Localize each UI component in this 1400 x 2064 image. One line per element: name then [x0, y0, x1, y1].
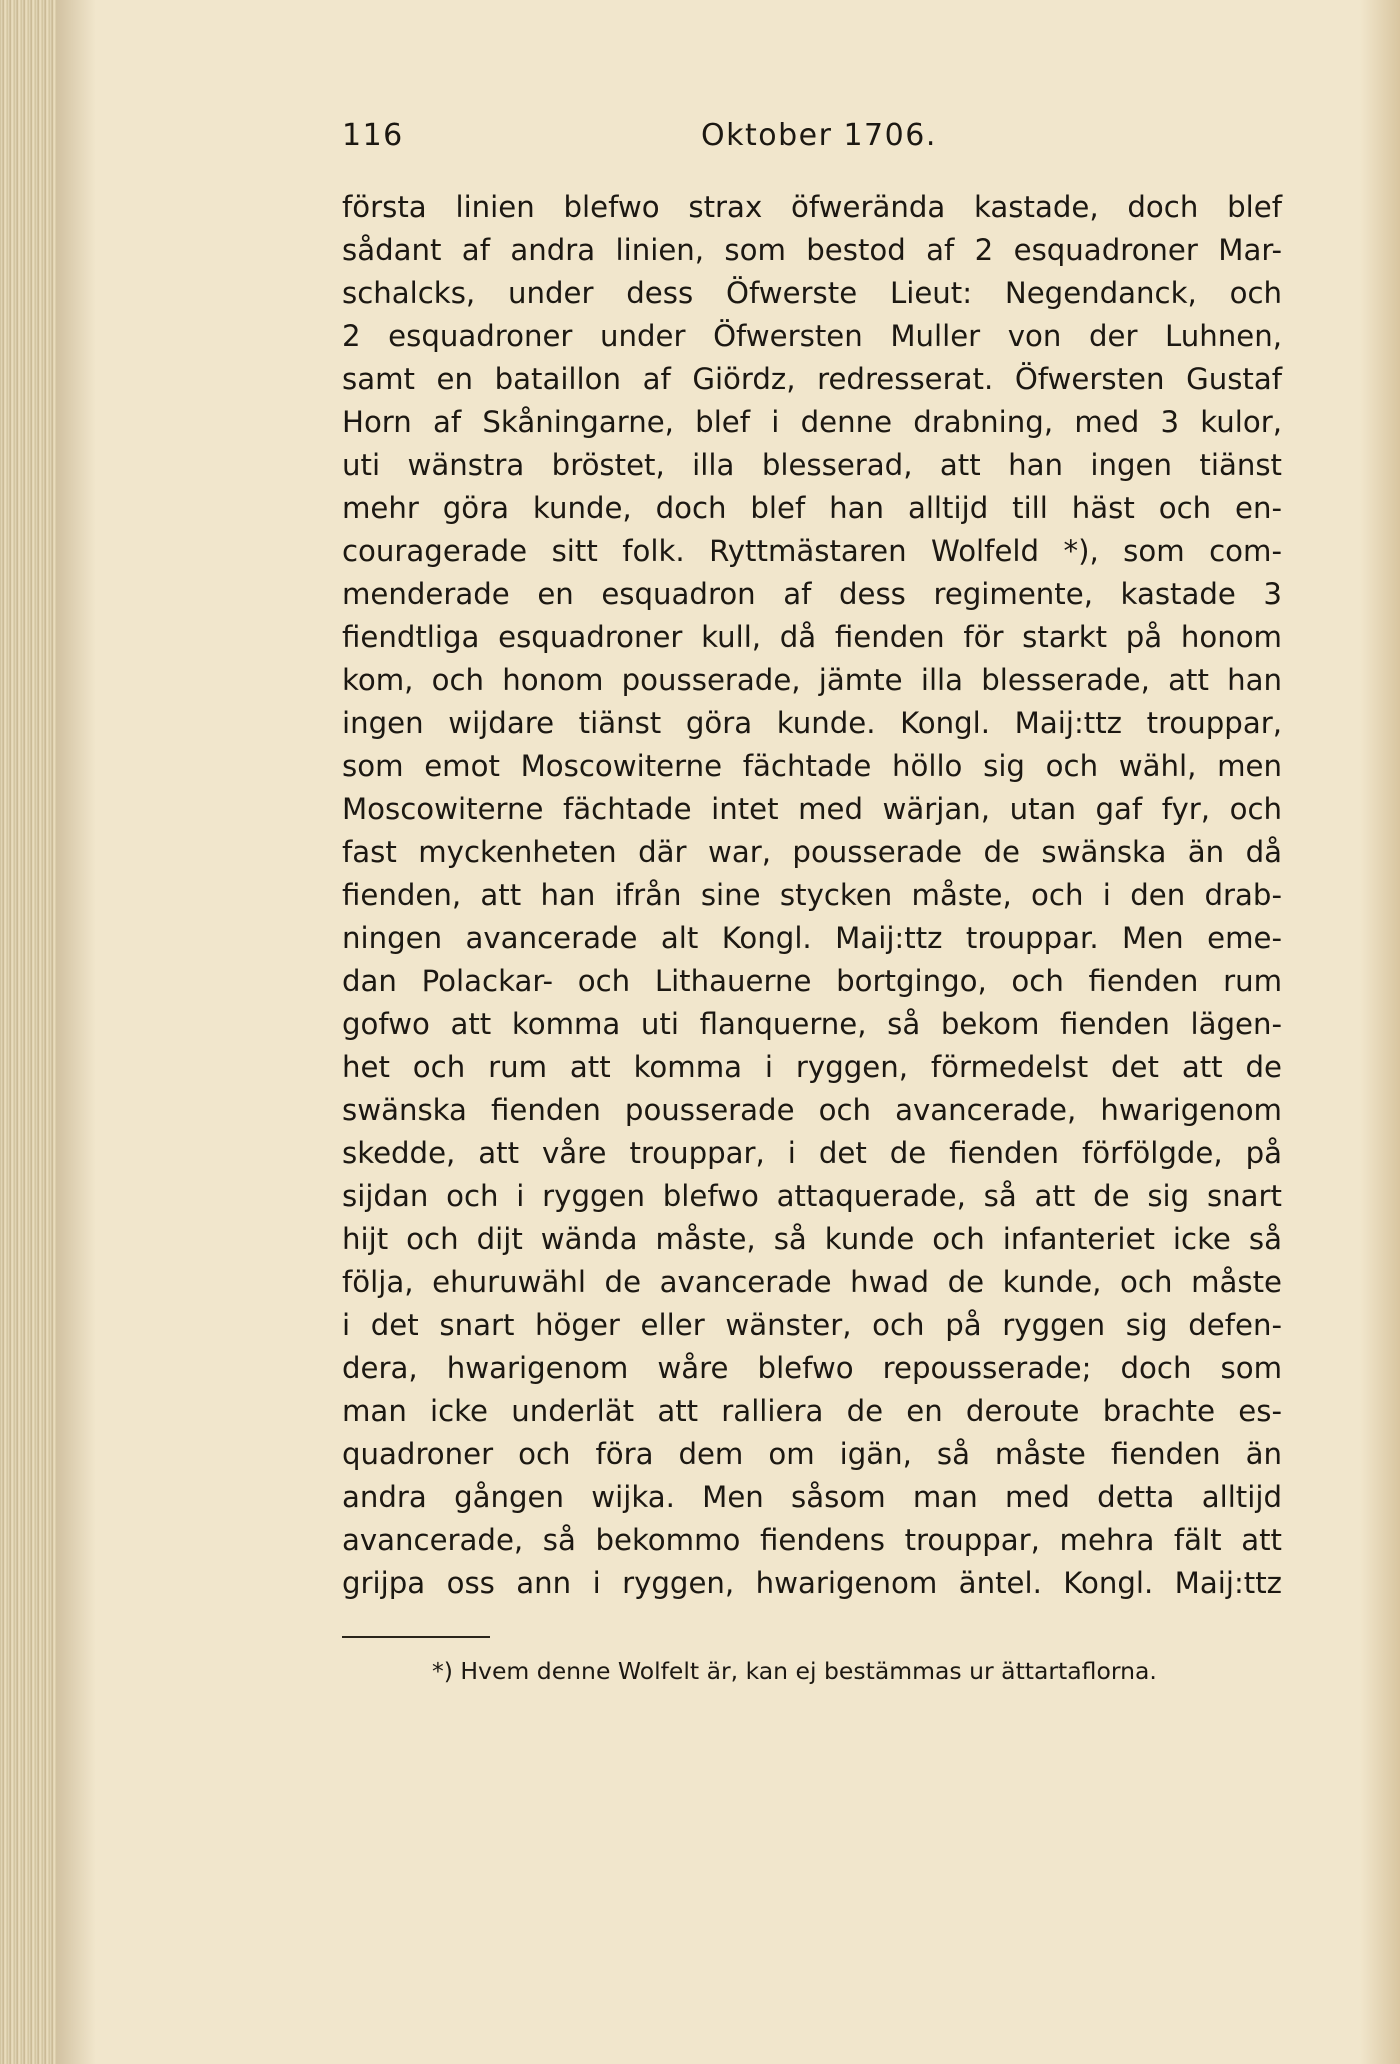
text-line: man icke underlät att ralliera de en deroute brachte es-: [342, 1394, 1282, 1428]
page-header: [342, 118, 1282, 162]
text-line: quadroner och föra dem om igän, så måste fienden än: [342, 1437, 1282, 1471]
body-text: [342, 186, 1282, 1605]
text-line: dera, hwarigenom wåre blefwo repousserade; doch som: [342, 1351, 1282, 1385]
text-line: fienden, att han ifrån sine stycken måste, och i den drab-: [342, 878, 1282, 912]
page-right-edge: [1360, 0, 1400, 2064]
text-line: avancerade, så bekommo fiendens trouppar, mehra fält att: [342, 1523, 1282, 1557]
text-line: dan Polackar- och Lithauerne bortgingo, och fienden rum: [342, 964, 1282, 998]
text-line: hijt och dijt wända måste, så kunde och infanteriet icke så: [342, 1222, 1282, 1256]
text-line: couragerade sitt folk. Ryttmästaren Wolfeld *), som com-: [342, 534, 1282, 568]
footnote-rule: [342, 1636, 490, 1638]
text-line: sådant af andra linien, som bestod af 2 esquadroner Mar-: [342, 233, 1282, 267]
page-gutter-shadow: [56, 0, 96, 2064]
text-line: kom, och honom pousserade, jämte illa blesserade, att han: [342, 663, 1282, 697]
text-line: 2 esquadroner under Öfwersten Muller von der Luhnen,: [342, 319, 1282, 353]
text-line: uti wänstra bröstet, illa blesserad, att han ingen tiänst: [342, 448, 1282, 482]
text-line: följa, ehuruwähl de avancerade hwad de kunde, och måste: [342, 1265, 1282, 1299]
text-line: skedde, att våre trouppar, i det de fienden förfölgde, på: [342, 1136, 1282, 1170]
text-line: swänska fienden pousserade och avancerade, hwarigenom: [342, 1093, 1282, 1127]
text-line: grijpa oss ann i ryggen, hwarigenom äntel. Kongl. Maij:ttz: [342, 1566, 1282, 1600]
text-line: som emot Moscowiterne fächtade höllo sig och wähl, men: [342, 749, 1282, 783]
text-line: första linien blefwo strax öfwerända kastade, doch blef: [342, 190, 1282, 224]
text-line: het och rum att komma i ryggen, förmedelst det att de: [342, 1050, 1282, 1084]
text-line: fiendtliga esquadroner kull, då fienden för starkt på honom: [342, 620, 1282, 654]
text-line: i det snart höger eller wänster, och på ryggen sig defen-: [342, 1308, 1282, 1342]
text-line: mehr göra kunde, doch blef han alltijd till häst och en-: [342, 491, 1282, 525]
text-line: schalcks, under dess Öfwerste Lieut: Negendanck, och: [342, 276, 1282, 310]
text-line: ingen wijdare tiänst göra kunde. Kongl. Maij:ttz trouppar,: [342, 706, 1282, 740]
text-line: andra gången wijka. Men såsom man med detta alltijd: [342, 1480, 1282, 1514]
page-number: 116: [342, 118, 404, 153]
text-line: Moscowiterne fächtade intet med wärjan, utan gaf fyr, och: [342, 792, 1282, 826]
running-title: Oktober 1706.: [701, 118, 937, 153]
text-line: menderade en esquadron af dess regimente, kastade 3: [342, 577, 1282, 611]
footnote: *) Hvem denne Wolfelt är, kan ej bestämmas ur ättartaflorna.: [432, 1657, 1157, 1685]
text-line: sijdan och i ryggen blefwo attaquerade, så att de sig snart: [342, 1179, 1282, 1213]
text-line: fast myckenheten där war, pousserade de swänska än då: [342, 835, 1282, 869]
page-edge-stack: [0, 0, 56, 2064]
text-line: ningen avancerade alt Kongl. Maij:ttz trouppar. Men eme-: [342, 921, 1282, 955]
text-line: gofwo att komma uti flanquerne, så bekom fienden lägen-: [342, 1007, 1282, 1041]
text-line: samt en bataillon af Giördz, redresserat. Öfwersten Gustaf: [342, 362, 1282, 396]
text-line: Horn af Skåningarne, blef i denne drabning, med 3 kulor,: [342, 405, 1282, 439]
